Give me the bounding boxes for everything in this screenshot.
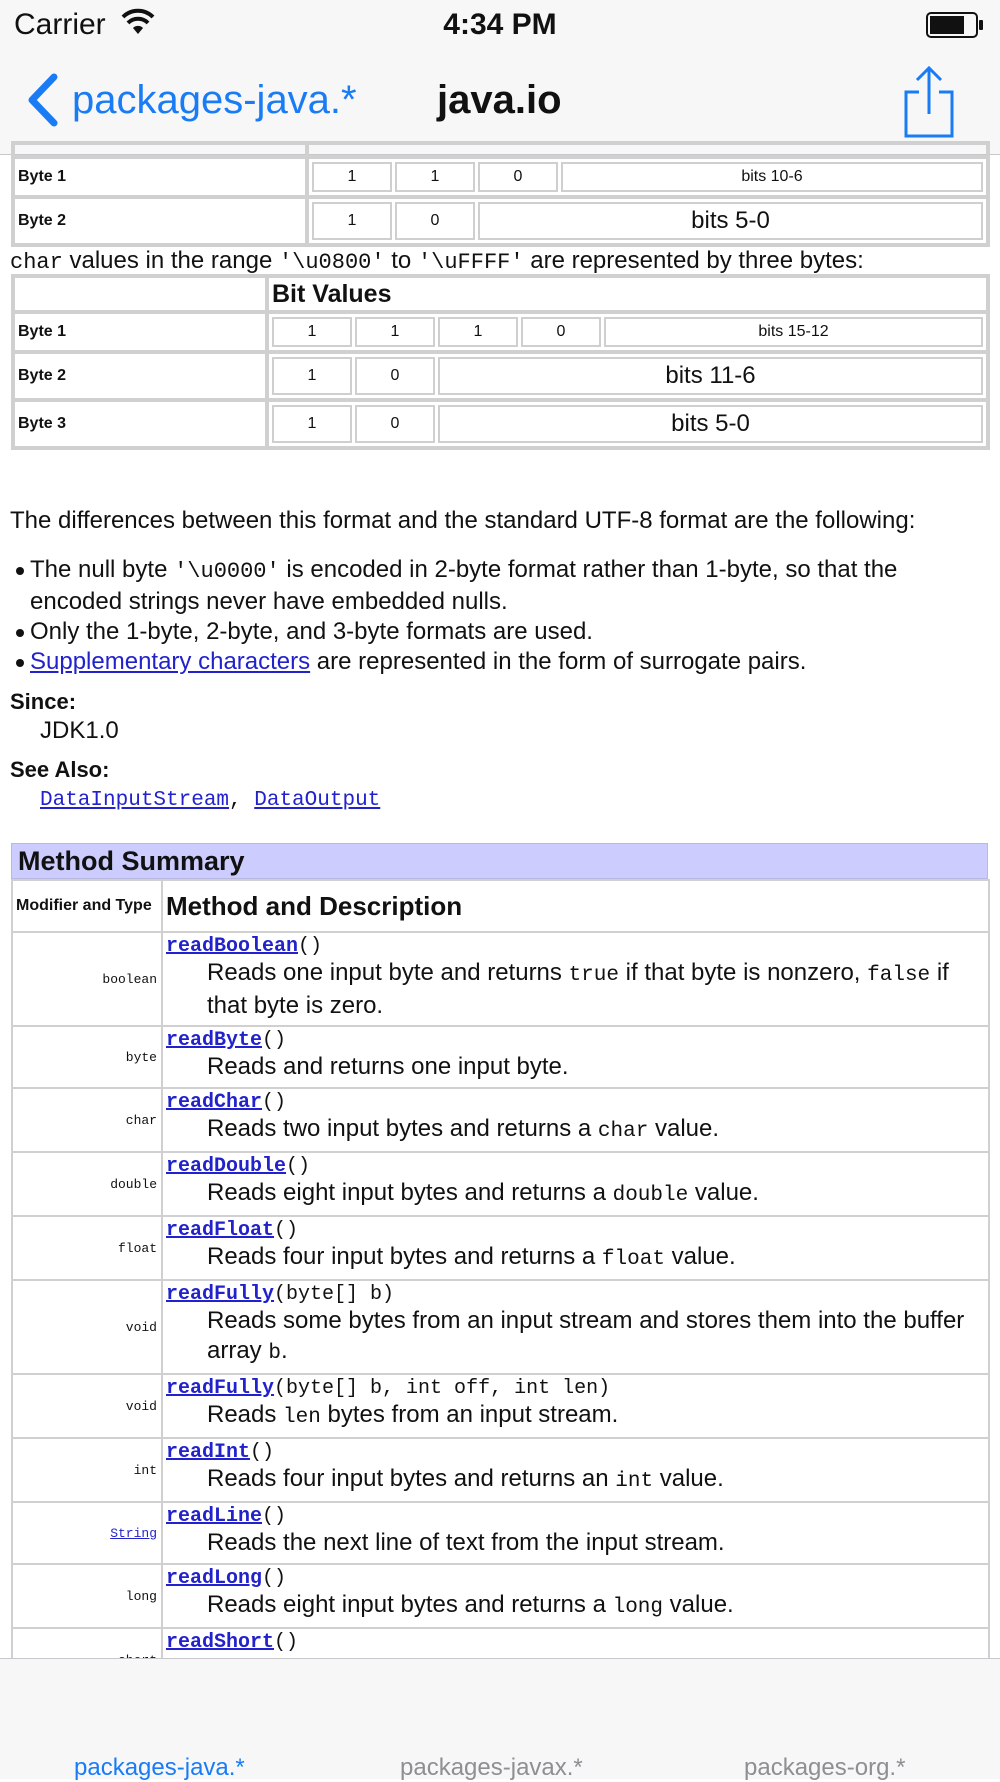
- table-row: [12, 1088, 989, 1152]
- since-value: JDK1.0: [40, 717, 119, 744]
- method-signature: (): [250, 1441, 275, 1464]
- return-type-cell: [12, 1502, 162, 1564]
- bit-cell: 0: [395, 202, 475, 240]
- list-item: [30, 647, 990, 677]
- method-signature: (byte[] b, int off, int len): [274, 1377, 611, 1400]
- code: len: [283, 1406, 321, 1429]
- text: if that byte is zero.: [207, 959, 949, 1019]
- bit-cell: 1: [355, 317, 435, 347]
- clock: 4:34 PM: [443, 8, 557, 41]
- text: value.: [688, 1179, 759, 1206]
- method-description: [207, 1464, 985, 1497]
- text: are represented by three bytes:: [523, 247, 864, 274]
- column-header-method: Method and Description: [162, 880, 989, 932]
- tab-packages-java[interactable]: packages-java.*: [74, 1754, 245, 1781]
- return-type: double: [12, 1152, 162, 1216]
- method-signature: (): [298, 935, 323, 958]
- back-button-label: packages-java.*: [72, 77, 357, 122]
- return-type: void: [12, 1374, 162, 1438]
- battery-icon: [926, 12, 984, 38]
- bit-cell: 1: [438, 317, 518, 347]
- differences-list: [10, 555, 990, 677]
- bit-cell: bits 10-6: [561, 162, 983, 192]
- carrier-label: Carrier: [14, 8, 106, 41]
- bit-cell: 0: [355, 405, 435, 443]
- text: Reads four input bytes and returns a: [207, 1243, 602, 1270]
- code-range-start: '\u0800': [278, 250, 385, 275]
- method-link-readbyte[interactable]: readByte: [166, 1029, 263, 1052]
- bit-cell: 1: [272, 317, 352, 347]
- datainputstream-link[interactable]: DataInputStream: [40, 789, 230, 812]
- bit-cell: 0: [478, 162, 558, 192]
- return-type: long: [12, 1564, 162, 1628]
- bit-cells: [269, 402, 986, 446]
- differences-text: The differences between this format and the standard UTF-8 format are the following:: [10, 507, 916, 534]
- return-type: char: [12, 1088, 162, 1152]
- navigation-bar: [0, 50, 1000, 155]
- text: Reads: [207, 1401, 284, 1428]
- method-link-readline[interactable]: readLine: [166, 1505, 263, 1528]
- text: to: [384, 247, 418, 274]
- table-row: [12, 1152, 989, 1216]
- list-item: [30, 555, 990, 617]
- text: Reads some bytes from an input stream and stores them into the buffer array: [207, 1307, 965, 1364]
- table-row: [12, 1026, 989, 1088]
- method-link-readlong[interactable]: readLong: [166, 1567, 263, 1590]
- text: .: [280, 1337, 288, 1364]
- separator: ,: [229, 789, 255, 812]
- method-link-readfully-offset[interactable]: readFully: [166, 1377, 275, 1400]
- text: Reads two input bytes and returns a: [207, 1115, 598, 1142]
- return-type: int: [12, 1438, 162, 1502]
- text: value.: [653, 1465, 724, 1492]
- method-description: Reads and returns one input byte.: [207, 1053, 569, 1080]
- method-link-readdouble[interactable]: readDouble: [166, 1155, 287, 1178]
- method-link-readchar[interactable]: readChar: [166, 1091, 263, 1114]
- column-header-modifier: Modifier and Type: [12, 880, 162, 932]
- method-description: [207, 1114, 985, 1147]
- tab-packages-org[interactable]: packages-org.*: [744, 1754, 906, 1781]
- tab-bar: [0, 1658, 1000, 1779]
- method-link-readboolean[interactable]: readBoolean: [166, 935, 299, 958]
- return-type: void: [12, 1280, 162, 1374]
- supplementary-characters-link[interactable]: Supplementary characters: [30, 648, 311, 675]
- bit-cells: [309, 199, 986, 243]
- method-link-readfully[interactable]: readFully: [166, 1283, 275, 1306]
- code: int: [615, 1470, 654, 1493]
- status-bar: [0, 0, 1000, 50]
- method-link-readint[interactable]: readInt: [166, 1441, 251, 1464]
- code: false: [867, 964, 931, 987]
- text: value.: [648, 1115, 720, 1142]
- code-char: char: [10, 250, 63, 275]
- method-signature: (): [274, 1631, 299, 1654]
- method-signature: (): [262, 1505, 287, 1528]
- three-byte-table: [11, 274, 990, 450]
- three-byte-intro: [10, 247, 864, 275]
- bit-cell: 1: [395, 162, 475, 192]
- text: if that byte is nonzero,: [619, 959, 868, 986]
- table-row: [12, 1564, 989, 1628]
- string-type-link[interactable]: String: [110, 1525, 157, 1541]
- bit-cells: [309, 159, 986, 195]
- bit-cell: 1: [272, 357, 352, 395]
- see-also-label: See Also:: [10, 757, 110, 782]
- method-signature: (): [262, 1091, 287, 1114]
- method-link-readfloat[interactable]: readFloat: [166, 1219, 275, 1242]
- back-button[interactable]: [26, 72, 357, 128]
- row-label: Byte 2: [13, 352, 267, 400]
- method-signature: (): [262, 1029, 287, 1052]
- share-icon[interactable]: [902, 64, 956, 138]
- text: The null byte: [30, 556, 175, 583]
- text: value.: [664, 1243, 736, 1270]
- table-row: [12, 1216, 989, 1280]
- method-description: [207, 1178, 985, 1211]
- row-label: Byte 1: [13, 157, 307, 197]
- since-label: Since:: [10, 689, 77, 714]
- method-signature: (): [286, 1155, 311, 1178]
- code: long: [612, 1596, 664, 1619]
- method-description: [207, 1242, 985, 1275]
- text: are represented in the form of surrogate pairs.: [310, 648, 807, 675]
- code: true: [568, 964, 619, 987]
- bit-cell: 0: [521, 317, 601, 347]
- table-row: [12, 1374, 989, 1438]
- bit-cell: bits 5-0: [438, 405, 983, 443]
- text: values in the range: [62, 247, 279, 274]
- text: Reads four input bytes and returns an: [207, 1465, 616, 1492]
- bit-cell: bits 11-6: [438, 357, 983, 395]
- documentation-content[interactable]: [0, 155, 1000, 1658]
- method-signature: (): [274, 1219, 299, 1242]
- row-label: Byte 1: [13, 312, 267, 352]
- method-description: Reads the next line of text from the input stream.: [207, 1529, 725, 1556]
- chevron-left-icon: [26, 73, 60, 127]
- method-link-readshort[interactable]: readShort: [166, 1631, 275, 1654]
- dataoutput-link[interactable]: DataOutput: [254, 789, 381, 812]
- code-null-byte: '\u0000': [174, 559, 280, 584]
- code: char: [597, 1120, 649, 1143]
- method-signature: (byte[] b): [274, 1283, 395, 1306]
- code: b: [268, 1342, 281, 1365]
- row-label: Byte 3: [13, 400, 267, 448]
- method-summary-table: [11, 879, 990, 1693]
- return-type: boolean: [12, 932, 162, 1026]
- bit-cell: 1: [312, 162, 392, 192]
- bit-cell: bits 15-12: [604, 317, 983, 347]
- method-description: [207, 1400, 985, 1433]
- method-description: [207, 958, 985, 1021]
- text: Reads eight input bytes and returns a: [207, 1591, 613, 1618]
- tab-packages-javax[interactable]: packages-javax.*: [400, 1754, 583, 1781]
- table-row: [12, 932, 989, 1026]
- return-type: byte: [12, 1026, 162, 1088]
- text: value.: [663, 1591, 734, 1618]
- bit-cells: [269, 314, 986, 350]
- text: is encoded in 2-byte format rather than 1-byte, so that the encoded strings never have embedded nulls.: [30, 556, 898, 615]
- list-item: Only the 1-byte, 2-byte, and 3-byte formats are used.: [30, 617, 990, 647]
- row-label: Byte 2: [13, 197, 307, 245]
- code: float: [601, 1248, 665, 1271]
- bit-cell: bits 5-0: [478, 202, 983, 240]
- table-row: [12, 1502, 989, 1564]
- bit-values-header: Bit Values: [267, 276, 988, 312]
- two-byte-table: [11, 141, 990, 247]
- bit-cell: 1: [312, 202, 392, 240]
- method-description: [207, 1590, 985, 1623]
- bit-cell: 0: [355, 357, 435, 395]
- table-row: [12, 1280, 989, 1374]
- bit-cell: 1: [272, 405, 352, 443]
- code: double: [612, 1184, 689, 1207]
- method-signature: (): [262, 1567, 287, 1590]
- page-title: java.io: [437, 78, 562, 122]
- bit-cells: [269, 354, 986, 398]
- method-description: [207, 1306, 985, 1369]
- table-row: [12, 1438, 989, 1502]
- text: Reads eight input bytes and returns a: [207, 1179, 613, 1206]
- text: Reads one input byte and returns: [207, 959, 569, 986]
- code-range-end: '\uFFFF': [417, 250, 524, 275]
- method-summary-title: Method Summary: [11, 843, 988, 879]
- return-type: float: [12, 1216, 162, 1280]
- text: bytes from an input stream.: [320, 1401, 619, 1428]
- see-also-links: [40, 789, 380, 812]
